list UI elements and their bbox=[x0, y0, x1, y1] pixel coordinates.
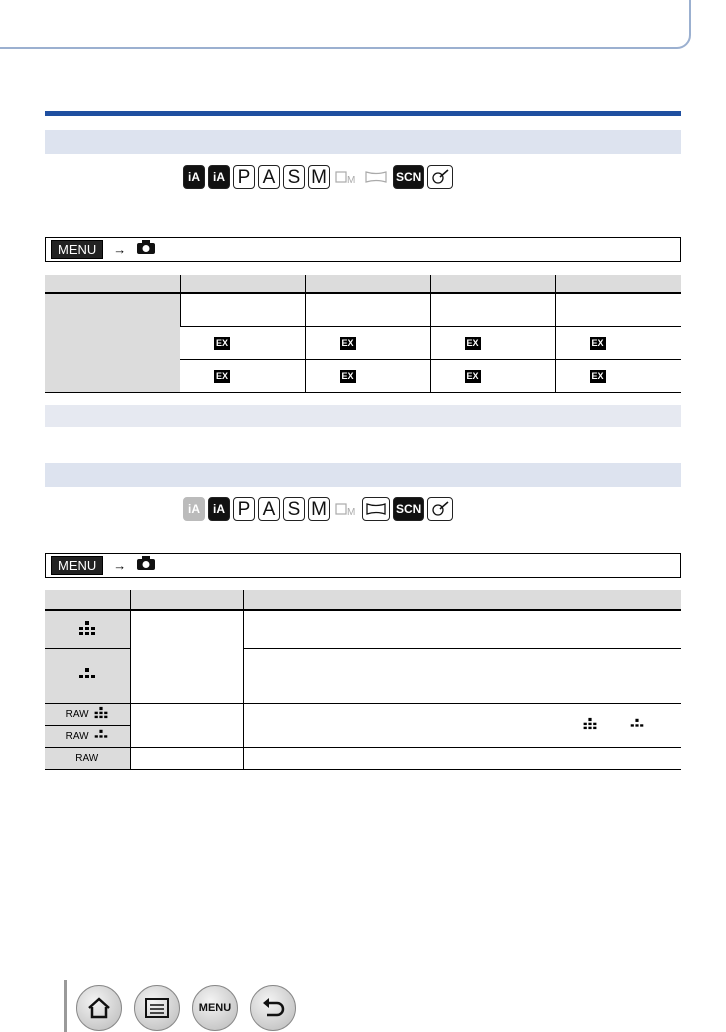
table-row bbox=[45, 610, 681, 648]
ex-badge: EX bbox=[341, 370, 354, 381]
svg-text:M: M bbox=[347, 507, 356, 518]
section-heading-bar-1 bbox=[45, 130, 681, 154]
table-row bbox=[45, 293, 681, 326]
panorama-mode-icon bbox=[362, 165, 390, 189]
ex-badge: EX bbox=[591, 370, 604, 381]
p-mode-icon: P bbox=[233, 497, 255, 521]
ex-badge: EX bbox=[591, 337, 604, 348]
raw-only-label: RAW bbox=[75, 753, 99, 765]
creative-control-mode-icon bbox=[427, 497, 453, 521]
camera-icon bbox=[136, 555, 156, 576]
s-mode-icon: S bbox=[283, 497, 305, 521]
ex-badge: EX bbox=[216, 337, 229, 348]
raw-label: RAW bbox=[65, 708, 89, 720]
ia-mode-icon-disabled: iA bbox=[183, 497, 205, 521]
contents-button[interactable] bbox=[134, 985, 180, 1031]
table-header-row bbox=[45, 275, 681, 293]
m-mode-icon: M bbox=[308, 497, 330, 521]
ia-mode-icon: iA bbox=[183, 165, 205, 189]
note-bar bbox=[45, 405, 681, 427]
quality-table bbox=[45, 590, 681, 770]
ex-badge: EX bbox=[216, 370, 229, 381]
s-mode-icon: S bbox=[283, 165, 305, 189]
menu-path-bar-2 bbox=[45, 553, 681, 578]
camera-icon bbox=[136, 239, 156, 260]
standard-quality-icon bbox=[629, 718, 645, 732]
table-row bbox=[45, 703, 681, 725]
picture-size-table bbox=[45, 275, 681, 393]
raw-label: RAW bbox=[65, 730, 89, 742]
menu-path-bar-1 bbox=[45, 237, 681, 262]
scn-mode-icon: SCN bbox=[393, 165, 424, 189]
m-mode-icon: M bbox=[308, 165, 330, 189]
menu-badge: MENU bbox=[51, 556, 103, 575]
raw-fine-quality-icon bbox=[93, 706, 109, 722]
svg-text:M: M bbox=[347, 175, 356, 186]
list-icon bbox=[144, 997, 170, 1019]
menu-label: MENU bbox=[198, 1002, 232, 1014]
p-mode-icon: P bbox=[233, 165, 255, 189]
back-arrow-icon bbox=[260, 997, 286, 1019]
arrow-right-icon: → bbox=[113, 242, 127, 257]
ia-plus-mode-icon: iA bbox=[208, 165, 230, 189]
raw-standard-quality-icon bbox=[93, 729, 109, 743]
ex-badge: EX bbox=[466, 370, 479, 381]
fine-quality-icon bbox=[77, 620, 97, 639]
home-button[interactable] bbox=[76, 985, 122, 1031]
a-mode-icon: A bbox=[258, 165, 280, 189]
mode-icon-row-2 bbox=[183, 497, 453, 521]
header-frame bbox=[0, 0, 691, 49]
table-header-row bbox=[45, 590, 681, 610]
mode-icon-row-1 bbox=[183, 165, 453, 189]
menu-button[interactable] bbox=[192, 985, 238, 1031]
standard-quality-icon bbox=[77, 667, 97, 684]
section-heading-bar-2 bbox=[45, 463, 681, 487]
nav-divider bbox=[64, 980, 67, 1032]
movie-mode-icon bbox=[333, 497, 359, 521]
home-icon bbox=[86, 996, 112, 1020]
fine-quality-icon bbox=[582, 717, 598, 733]
back-button[interactable] bbox=[250, 985, 296, 1031]
row-header-cell bbox=[45, 293, 180, 392]
panorama-mode-icon bbox=[362, 497, 390, 521]
arrow-right-icon: → bbox=[113, 558, 127, 573]
movie-mode-icon bbox=[333, 165, 359, 189]
ia-plus-mode-icon: iA bbox=[208, 497, 230, 521]
ex-badge: EX bbox=[341, 337, 354, 348]
title-rule bbox=[45, 111, 681, 116]
creative-control-mode-icon bbox=[427, 165, 453, 189]
ex-badge: EX bbox=[466, 337, 479, 348]
table-row bbox=[45, 747, 681, 769]
scn-mode-icon: SCN bbox=[393, 497, 424, 521]
a-mode-icon: A bbox=[258, 497, 280, 521]
menu-badge: MENU bbox=[51, 240, 103, 259]
